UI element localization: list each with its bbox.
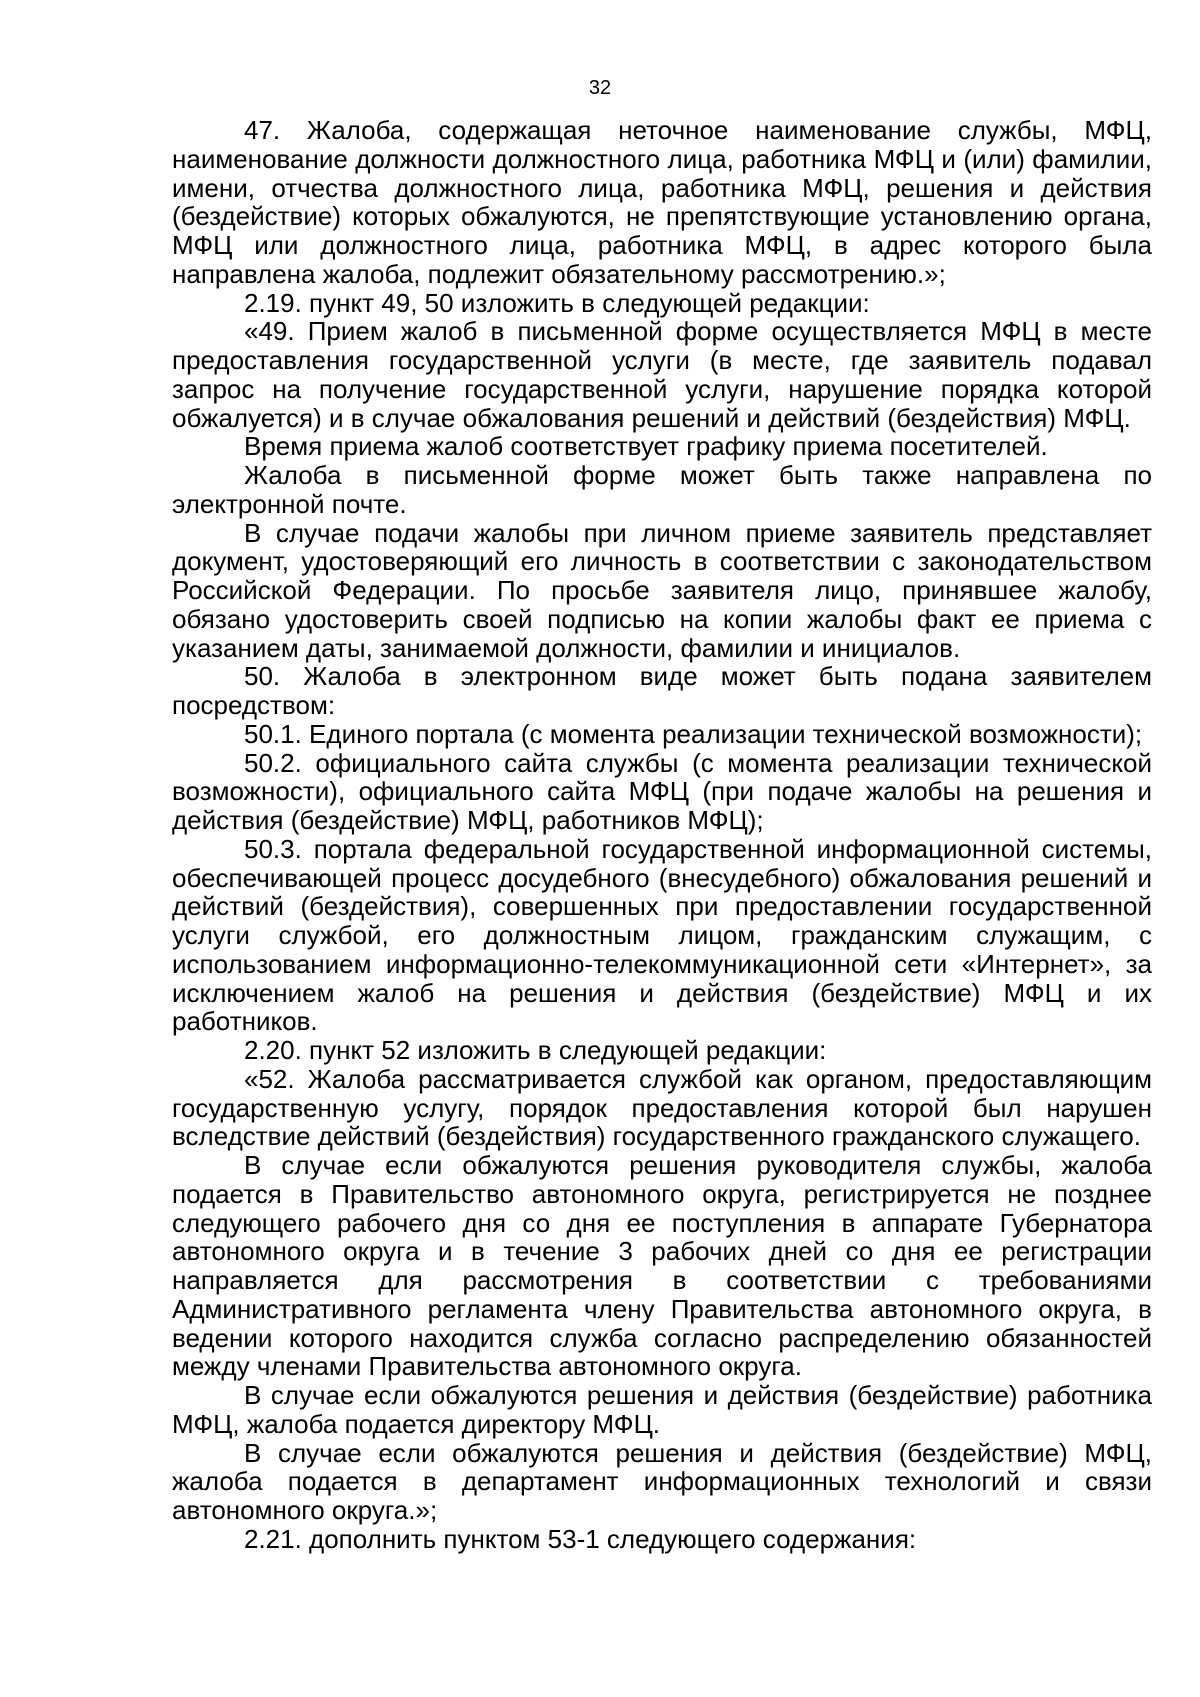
paragraph-47: 47. Жалоба, содержащая неточное наименование службы, МФЦ, наименование должности должностного лица, работника МФЦ и (или) фамилии, имени, отчества должностного лица, работника МФЦ, решения и действия (бездействие) которых обжалуются, не препятствующие установлению органа, МФЦ или должностного лица, работника МФЦ, в адрес которого была направлена жалоба, подлежит обязательному рассмотрению.»; (172, 115, 1152, 289)
paragraph-email-complaint: Жалоба в письменной форме может быть также направлена по электронной почте. (172, 460, 1152, 519)
paragraph-50-2: 50.2. официального сайта службы (с момента реализации технической возможности), официального сайта МФЦ (при подаче жалобы на решения и действия (бездействие) МФЦ, работников МФЦ); (172, 747, 1152, 835)
paragraph-52: «52. Жалоба рассматривается службой как органом, предоставляющим государственную услугу, порядок предоставления которой был нарушен вследствие действий (бездействия) государственного гражданского служащего. (172, 1063, 1152, 1152)
paragraph-personal-reception: В случае подачи жалобы при личном приеме заявитель представляет документ, удостоверяющий его личность в соответствии с законодательством Российской Федерации. По просьбе заявителя лицо, принявшее жалобу, обязано удостоверить своей подписью на копии жалобы факт ее приема с указанием даты, занимаемой должности, фамилии и инициалов. (172, 517, 1152, 663)
paragraph-mfc: В случае если обжалуются решения и действия (бездействие) МФЦ, жалоба подается в департамент информационных технологий и связи автономного округа.»; (172, 1437, 1152, 1525)
paragraph-mfc-employee: В случае если обжалуются решения и действия (бездействие) работника МФЦ, жалоба подается директору МФЦ. (172, 1380, 1152, 1439)
paragraph-head-of-service: В случае если обжалуются решения руководителя службы, жалоба подается в Правительство автономного округа, регистрируется не позднее следующего рабочего дня со дня ее поступления в аппарате Губернатора автономного округа и в течение 3 рабочих дней со дня ее регистрации направляется для рассмотрения в соответствии с требованиями Административного регламента члену Правительства автономного округа, в ведении которого находится служба согласно распределению обязанностей между членами Правительства автономного округа. (172, 1150, 1152, 1382)
paragraph-reception-time: Время приема жалоб соответствует графику приема посетителей. (244, 431, 1048, 462)
document-body (172, 116, 1152, 1554)
paragraph-50-3: 50.3. портала федеральной государственной информационной системы, обеспечивающей процесс досудебного (внесудебного) обжалования решений и действий (бездействия), совершенных при предоставлении государственной услуги службой, его должностным лицом, гражданским служащим, с использованием информационно-телекоммуникационной сети «Интернет», за исключением жалоб на решения и действия (бездействие) МФЦ и их работников. (172, 833, 1152, 1037)
paragraph-2-19: 2.19. пункт 49, 50 изложить в следующей редакции: (244, 287, 870, 318)
paragraph-50-1: 50.1. Единого портала (с момента реализации технической возможности); (244, 718, 1143, 749)
paragraph-49: «49. Прием жалоб в письменной форме осуществляется МФЦ в месте предоставления государственной услуги (в месте, где заявитель подавал запрос на получение государственной услуги, нарушение порядка которой обжалуется) и в случае обжалования решений и действий (бездействия) МФЦ. (172, 316, 1152, 433)
paragraph-50: 50. Жалоба в электронном виде может быть подана заявителем посредством: (172, 661, 1152, 720)
paragraph-2-21: 2.21. дополнить пунктом 53-1 следующего содержания: (244, 1523, 917, 1554)
paragraph-2-20: 2.20. пункт 52 изложить в следующей редакции: (244, 1035, 827, 1065)
page-number: 32 (588, 77, 612, 99)
